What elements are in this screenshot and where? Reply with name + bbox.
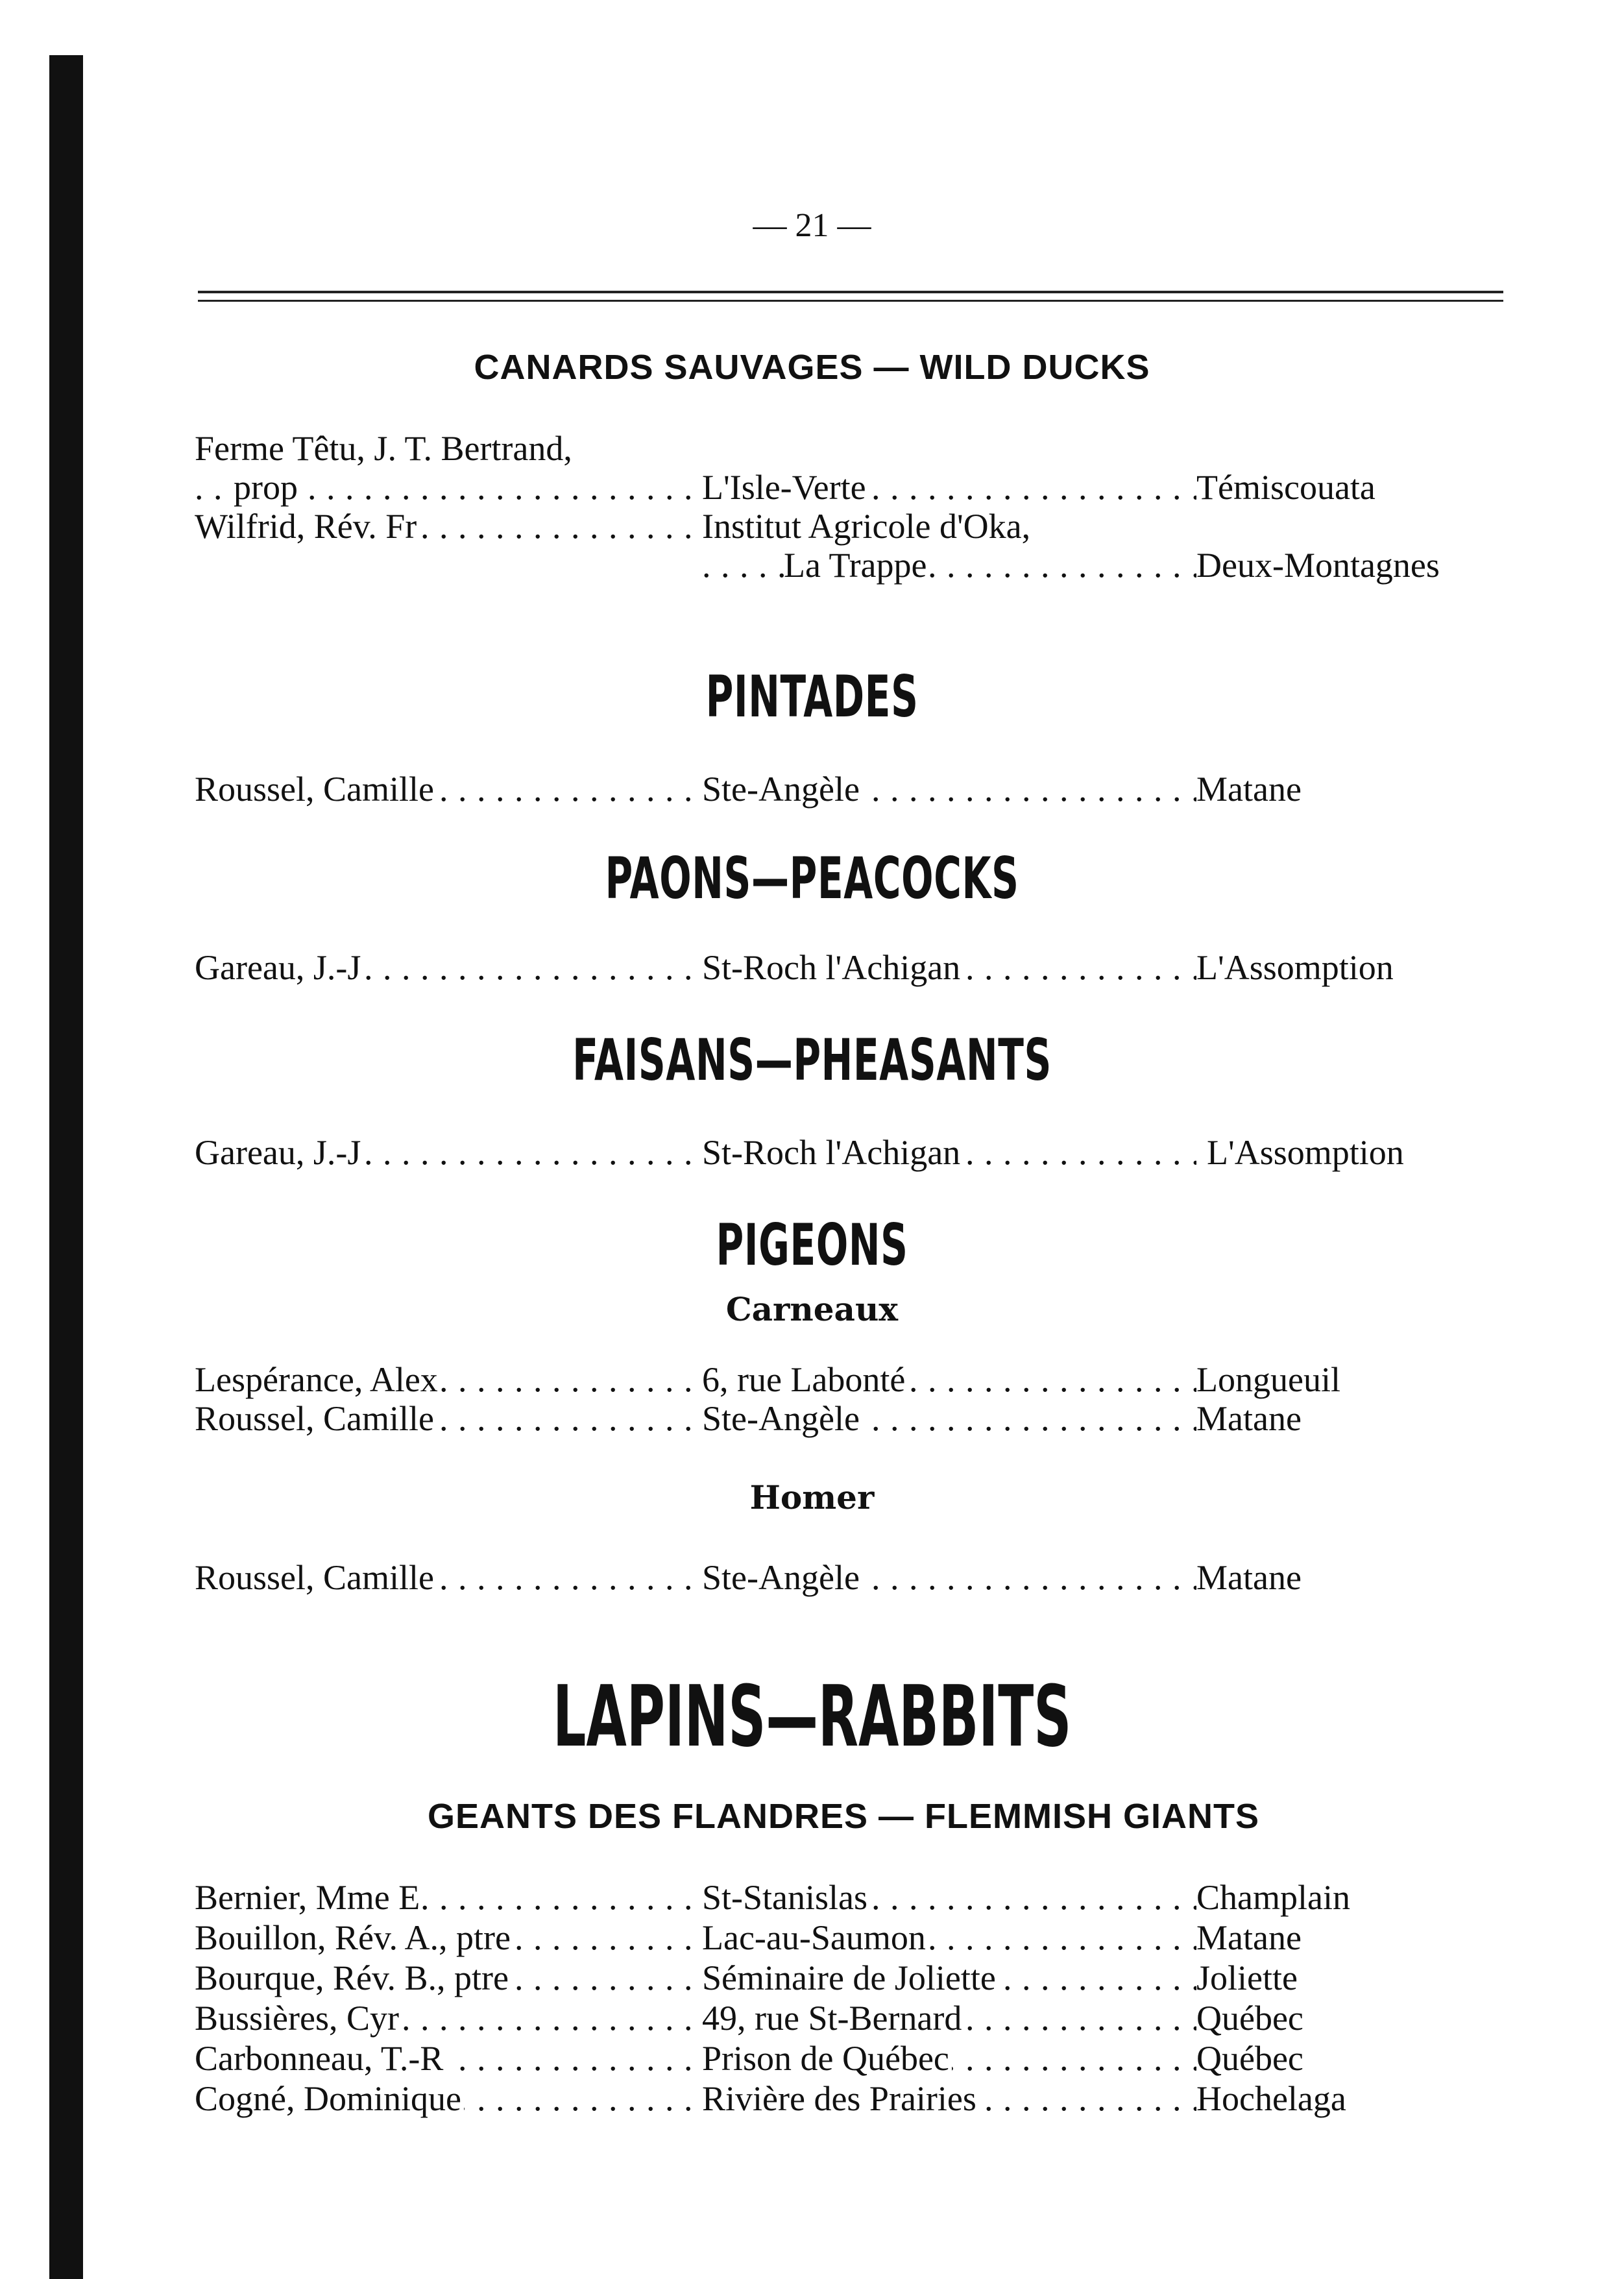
entry-county: Matane <box>1196 1558 1304 1597</box>
entry-county: Québec <box>1196 1999 1306 2038</box>
section-heading-pigeons: PIGEONS <box>716 1212 908 1278</box>
header-rule-thin <box>198 300 1503 302</box>
entry-county: Témiscouata <box>1196 468 1378 507</box>
entry-name: Gareau, J.-J <box>195 948 363 987</box>
entry-name-line: Ferme Têtu, J. T. Bertrand, <box>195 429 572 468</box>
entry-place: Ste-Angèle <box>702 1558 862 1597</box>
page-number: — 21 — <box>753 207 871 244</box>
entry-place: L'Isle-Verte <box>702 468 869 507</box>
entry-place: Lac-au-Saumon <box>702 1918 928 1957</box>
entry-county: Matane <box>1196 1399 1304 1438</box>
entry-name: Bourque, Rév. B., ptre <box>195 1958 511 1997</box>
section-heading-lapins: LAPINS—RABBITS <box>553 1667 1072 1766</box>
list-item <box>195 1918 1492 1958</box>
list-item <box>195 2038 1492 2078</box>
entry-name: Bernier, Mme E <box>195 1878 422 1917</box>
entry-place: Rivière des Prairies <box>702 2079 979 2118</box>
entry-place: Prison de Québec <box>702 2039 952 2078</box>
entry-name: Gareau, J.-J <box>195 1133 363 1172</box>
binding-edge <box>49 55 83 2279</box>
list-item <box>195 769 1492 809</box>
entry-county: Deux-Montagnes <box>1196 546 1442 585</box>
list-item <box>195 947 1492 988</box>
subheading-homer: Homer <box>749 1478 875 1517</box>
list-item <box>195 545 1492 585</box>
entry-place: Ste-Angèle <box>702 1399 862 1438</box>
entry-name: prop <box>234 468 300 507</box>
header-rule <box>198 291 1503 293</box>
entry-place: Ste-Angèle <box>702 770 862 809</box>
entry-county: Champlain <box>1196 1878 1353 1917</box>
entry-place: Séminaire de Joliette <box>702 1958 999 1997</box>
entry-county: L'Assomption <box>1207 1133 1407 1172</box>
list-item <box>195 1359 1492 1400</box>
entry-place: La Trappe <box>784 546 929 585</box>
list-item <box>195 506 1492 546</box>
entry-name: Wilfrid, Rév. Fr <box>195 507 419 546</box>
entry-place: 6, rue Labonté <box>702 1360 908 1399</box>
entry-county: Matane <box>1196 770 1304 809</box>
list-item <box>195 467 1492 507</box>
list-item <box>195 2078 1492 2119</box>
entry-county: Matane <box>1196 1918 1304 1957</box>
entry-county: L'Assomption <box>1196 948 1396 987</box>
subheading-flemmish-giants: GEANTS DES FLANDRES — FLEMMISH GIANTS <box>427 1797 1260 1836</box>
entry-place: St-Stanislas <box>702 1878 870 1917</box>
entry-name: Roussel, Camille <box>195 770 437 809</box>
entry-county: Québec <box>1196 2039 1306 2078</box>
list-item <box>195 1398 1492 1439</box>
list-item <box>195 1132 1492 1173</box>
section-heading-paons: PAONS—PEACOCKS <box>605 845 1019 912</box>
entry-place: St-Roch l'Achigan <box>702 948 963 987</box>
section-heading-wild-ducks: CANARDS SAUVAGES — WILD DUCKS <box>474 348 1150 387</box>
list-item <box>195 1958 1492 1998</box>
entry-name: Roussel, Camille <box>195 1558 437 1597</box>
list-item <box>195 1998 1492 2038</box>
subheading-carneaux: Carneaux <box>725 1290 899 1328</box>
entry-name: Roussel, Camille <box>195 1399 437 1438</box>
entry-place: Institut Agricole d'Oka, <box>702 507 1033 546</box>
entry-name: Bussières, Cyr <box>195 1999 402 2038</box>
list-item <box>195 1557 1492 1598</box>
list-item <box>195 1877 1492 1918</box>
entry-county: Joliette <box>1196 1958 1300 1997</box>
entry-county: Hochelaga <box>1196 2079 1349 2118</box>
entry-name: Cogné, Dominique <box>195 2079 464 2118</box>
entry-place: 49, rue St-Bernard <box>702 1999 964 2038</box>
section-heading-faisans: FAISANS—PHEASANTS <box>572 1027 1052 1093</box>
entry-place: St-Roch l'Achigan <box>702 1133 963 1172</box>
entry-name: Lespérance, Alex <box>195 1360 441 1399</box>
entry-name: Carbonneau, T.-R <box>195 2039 446 2078</box>
entry-county: Longueuil <box>1196 1360 1343 1399</box>
entry-name: Bouillon, Rév. A., ptre <box>195 1918 513 1957</box>
section-heading-pintades: PINTADES <box>705 663 919 730</box>
